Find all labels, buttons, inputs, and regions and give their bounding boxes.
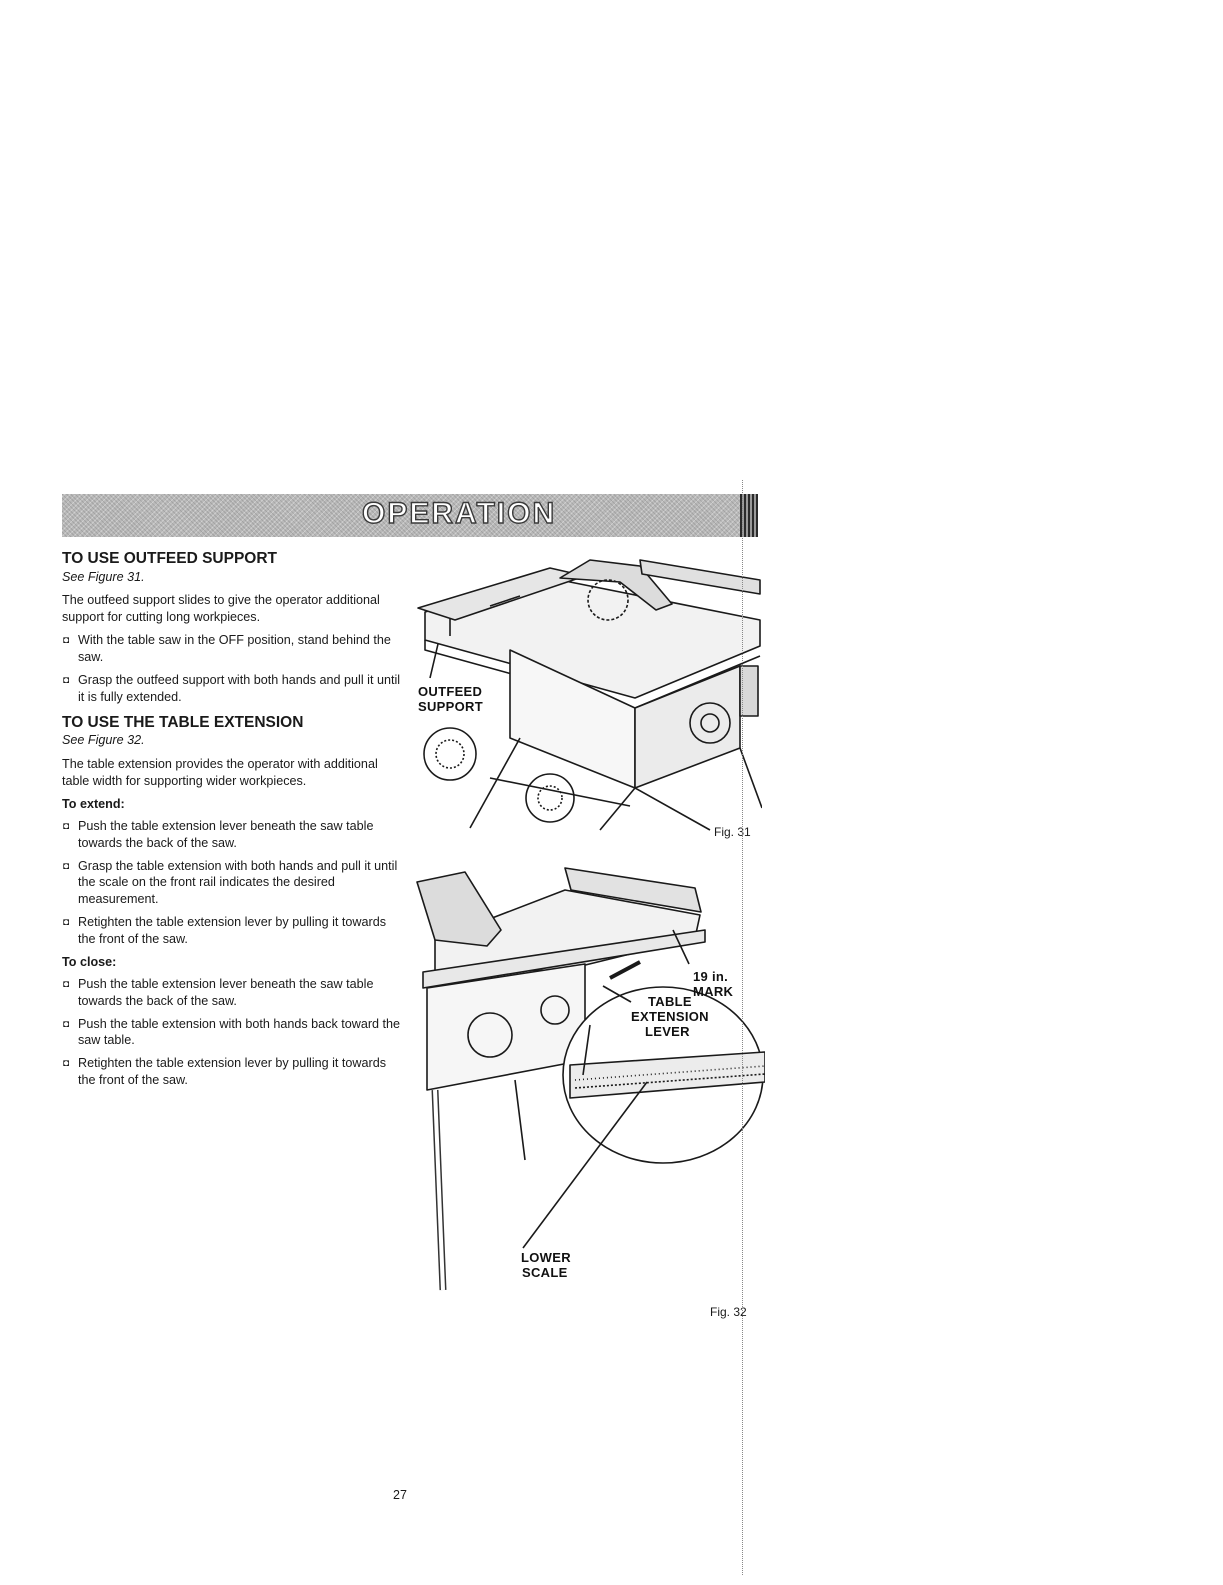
list-item: ◘ Grasp the outfeed support with both hands and pull it until it is fully extended.: [63, 672, 401, 704]
instructions-column: [62, 550, 402, 1095]
bullet-icon: ◘: [63, 635, 70, 647]
outfeed-steps: [62, 632, 402, 706]
extension-figure-ref: See Figure 32.: [62, 733, 145, 748]
extend-steps: [62, 818, 402, 948]
outfeed-figure-ref: See Figure 31.: [62, 569, 145, 584]
extension-intro: The table extension provides the operator with additional table width for supporting wider workpieces.: [62, 757, 378, 789]
page-edge-line: [742, 480, 743, 1575]
figure-32-caption: Fig. 32: [710, 1305, 747, 1319]
bullet-icon: ◘: [63, 820, 70, 832]
outfeed-intro: The outfeed support slides to give the operator additional support for cutting long workpieces.: [62, 593, 380, 625]
page-number: 27: [393, 1488, 407, 1502]
section-banner: [62, 494, 758, 537]
figure-31-caption: Fig. 31: [714, 825, 751, 839]
mark-label-line1: 19 in.: [693, 969, 729, 984]
lever-label-line1: TABLE: [648, 994, 692, 1009]
close-steps: [62, 976, 402, 1089]
list-item: ◘ Push the table extension lever beneath the saw table towards the back of the saw.: [63, 976, 374, 1008]
bullet-icon: ◘: [63, 860, 70, 872]
outfeed-support-label-line2: SUPPORT: [418, 699, 483, 714]
bullet-icon: ◘: [63, 674, 70, 686]
mark-label-line2: MARK: [693, 984, 734, 999]
lever-label-line2: EXTENSION: [631, 1009, 709, 1024]
bullet-icon: ◘: [63, 1018, 70, 1030]
lever-label-line3: LEVER: [645, 1024, 690, 1039]
outfeed-heading: TO USE OUTFEED SUPPORT: [62, 550, 278, 567]
bullet-icon: ◘: [63, 917, 70, 929]
list-item: ◘ Push the table extension lever beneath the saw table towards the back of the saw.: [63, 818, 374, 850]
figure-32-table-extension: [405, 860, 765, 1300]
bullet-icon: ◘: [63, 1058, 70, 1070]
list-item: ◘ Push the table extension with both hands back toward the saw table.: [63, 1016, 401, 1048]
outfeed-support-label-line1: OUTFEED: [418, 684, 483, 699]
list-item: ◘ With the table saw in the OFF position, stand behind the saw.: [63, 633, 391, 665]
extend-label: To extend:: [62, 796, 125, 811]
scale-label-line2: SCALE: [522, 1265, 568, 1280]
list-item: ◘ Retighten the table extension lever by pulling it towards the front of the saw.: [63, 1056, 387, 1088]
close-label: To close:: [62, 954, 117, 969]
list-item: ◘ Retighten the table extension lever by pulling it towards the front of the saw.: [63, 915, 387, 947]
extension-heading: TO USE THE TABLE EXTENSION: [62, 713, 304, 731]
scale-label-line1: LOWER: [521, 1250, 571, 1265]
bullet-icon: ◘: [63, 978, 70, 990]
figure-31-table-saw-outfeed: [410, 548, 762, 833]
list-item: ◘ Grasp the table extension with both hands and pull it until the scale on the front rail indicates the desired measurement.: [63, 858, 398, 907]
banner-title: OPERATION: [362, 497, 557, 530]
